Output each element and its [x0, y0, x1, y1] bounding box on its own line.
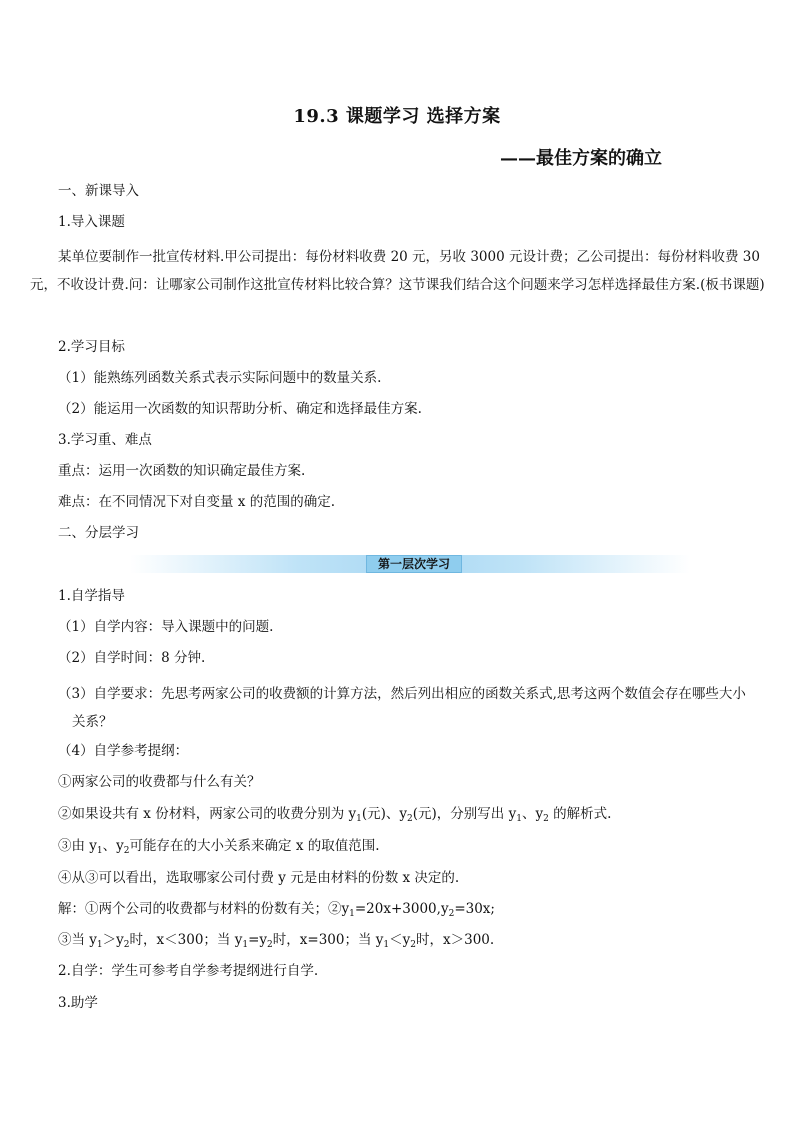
outline-question-2: ②如果设共有 x 份材料，两家公司的收费分别为 $y_1$(元)、$y_2$(元)，分别写出 $y_1$、$y_2$ 的解析式. [58, 806, 612, 824]
guide-heading: 1.自学指导 [58, 588, 125, 604]
goal-item-2: （2）能运用一次函数的知识帮助分析、确定和选择最佳方案. [58, 401, 422, 417]
intro-heading: 1.导入课题 [58, 214, 125, 230]
outline-question-4: ④从③可以看出，选取哪家公司付费 y 元是由材料的份数 x 决定的. [58, 870, 460, 886]
goal-item-1: （1）能熟练列函数关系式表示实际问题中的数量关系. [58, 370, 382, 386]
guide-item-3: （3）自学要求：先思考两家公司的收费额的计算方法，然后列出相应的函数关系式,思考这两个数值会存在哪些大小关系？ [58, 686, 746, 730]
outline-question-1: ①两家公司的收费都与什么有关？ [58, 774, 261, 790]
outline-question-3: ③由 $y_1$、$y_2$可能存在的大小关系来确定 x 的取值范围. [58, 838, 380, 856]
section-heading-intro: 一、新课导入 [58, 183, 139, 199]
solution-line-2: ③当 $y_1>y_2$时，x＜300；当 $y_1=y_2$时，x=300；当 $y_1<y_2$时，x＞300. [58, 932, 495, 950]
help-heading: 3.助学 [58, 995, 98, 1011]
page-subtitle: ——最佳方案的确立 [500, 148, 662, 169]
key-heading: 3.学习重、难点 [58, 432, 152, 448]
level-banner [130, 555, 690, 573]
solution-line-1: 解：①两个公司的收费都与材料的份数有关；$②y_1=20x+3000,y_2=30x$; [58, 901, 495, 919]
self-study-line: 2.自学：学生可参考自学参考提纲进行自学. [58, 963, 319, 979]
key-point: 重点：运用一次函数的知识确定最佳方案. [58, 463, 306, 479]
goals-heading: 2.学习目标 [58, 339, 125, 355]
section-heading-layered: 二、分层学习 [58, 525, 139, 541]
level-banner-label: 第一层次学习 [366, 555, 462, 573]
guide-item-4: （4）自学参考提纲： [58, 743, 189, 759]
guide-item-1: （1）自学内容：导入课题中的问题. [58, 619, 274, 635]
guide-item-2: （2）自学时间：8 分钟. [58, 650, 206, 666]
difficult-point: 难点：在不同情况下对自变量 x 的范围的确定. [58, 494, 335, 510]
page-title: 19.3 课题学习 选择方案 [293, 106, 501, 127]
intro-paragraph: 某单位要制作一批宣传材料.甲公司提出：每份材料收费 20 元，另收 3000 元设计费；乙公司提出：每份材料收费 30 元，不收设计费.问：让哪家公司制作这批宣传材料比较合算？这节课我们结合这个问题来学习怎样选择最佳方案.(板书课题) [30, 249, 765, 293]
